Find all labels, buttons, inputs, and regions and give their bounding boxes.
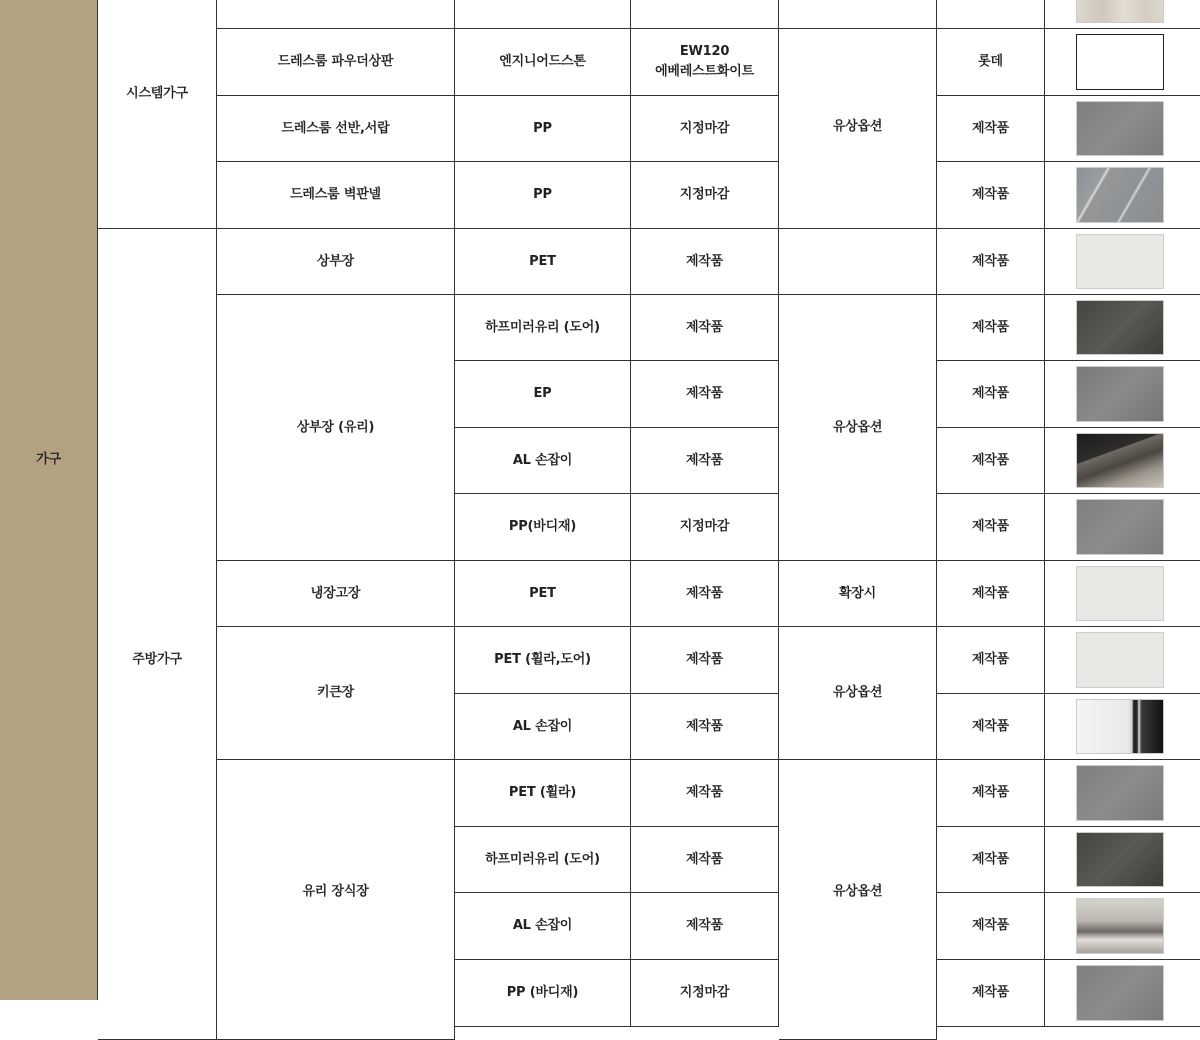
maker-cell: 제작품 (937, 361, 1045, 428)
maker-cell: 제작품 (937, 295, 1045, 361)
finish-cell: 제작품 (631, 827, 779, 893)
product-cell (217, 0, 455, 29)
finish-cell: 제작품 (631, 229, 779, 295)
material-swatch-image (1076, 499, 1164, 555)
material-swatch-image (1076, 632, 1164, 688)
material-cell (455, 0, 631, 29)
option-cell: 유상옵션 (779, 29, 937, 229)
group-cell: 시스템가구 (98, 0, 217, 229)
product-cell: 상부장 (유리) (217, 295, 455, 561)
product-cell: 키큰장 (217, 627, 455, 760)
finish-cell: 지정마감 (631, 96, 779, 162)
swatch-cell (1045, 428, 1200, 494)
material-swatch-image (1076, 34, 1164, 90)
swatch-cell (1045, 295, 1200, 361)
maker-cell: 제작품 (937, 229, 1045, 295)
material-swatch-image (1076, 167, 1164, 223)
finish-cell: 제작품 (631, 361, 779, 428)
swatch-cell (1045, 361, 1200, 428)
material-cell: PP (455, 162, 631, 229)
material-cell: 하프미러유리 (도어) (455, 295, 631, 361)
swatch-cell (1045, 893, 1200, 960)
material-cell: PET (455, 561, 631, 627)
material-swatch-image (1076, 0, 1164, 23)
option-cell: 확장시 (779, 561, 937, 627)
finish-cell: EW120 에베레스트화이트 (631, 29, 779, 96)
group-cell: 주방가구 (98, 229, 217, 1040)
finish-cell: 제작품 (631, 428, 779, 494)
maker-cell: 제작품 (937, 893, 1045, 960)
swatch-cell (1045, 0, 1200, 29)
material-swatch-image (1076, 433, 1164, 488)
maker-cell: 제작품 (937, 428, 1045, 494)
material-swatch-image (1076, 366, 1164, 422)
material-cell: AL 손잡이 (455, 893, 631, 960)
finish-cell (631, 0, 779, 29)
option-cell: 유상옵션 (779, 295, 937, 561)
option-cell (779, 229, 937, 295)
finish-cell: 제작품 (631, 694, 779, 760)
option-cell: 유상옵션 (779, 760, 937, 1040)
material-cell: PP (455, 96, 631, 162)
maker-cell: 제작품 (937, 827, 1045, 893)
material-swatch-image (1076, 765, 1164, 821)
swatch-cell (1045, 827, 1200, 893)
maker-cell: 제작품 (937, 561, 1045, 627)
maker-cell: 제작품 (937, 627, 1045, 694)
swatch-cell (1045, 694, 1200, 760)
maker-cell: 제작품 (937, 96, 1045, 162)
material-swatch-image (1076, 300, 1164, 355)
material-swatch-image (1076, 898, 1164, 954)
finish-cell: 지정마감 (631, 162, 779, 229)
maker-cell: 제작품 (937, 162, 1045, 229)
maker-cell: 제작품 (937, 960, 1045, 1027)
material-swatch-image (1076, 832, 1164, 887)
maker-cell: 제작품 (937, 694, 1045, 760)
product-cell: 냉장고장 (217, 561, 455, 627)
maker-cell (937, 0, 1045, 29)
finish-cell: 지정마감 (631, 494, 779, 561)
category-cell: 가구 (0, 0, 98, 1000)
material-swatch-image (1076, 699, 1164, 754)
material-cell: 엔지니어드스톤 (455, 29, 631, 96)
product-cell: 드레스룸 파우더상판 (217, 29, 455, 96)
product-cell: 드레스룸 선반,서랍 (217, 96, 455, 162)
material-cell: PET (455, 229, 631, 295)
finish-cell: 제작품 (631, 893, 779, 960)
swatch-cell (1045, 494, 1200, 561)
finish-cell: 제작품 (631, 760, 779, 827)
swatch-cell (1045, 162, 1200, 229)
material-cell: AL 손잡이 (455, 428, 631, 494)
maker-cell: 롯데 (937, 29, 1045, 96)
swatch-cell (1045, 96, 1200, 162)
product-cell: 유리 장식장 (217, 760, 455, 1040)
maker-cell: 제작품 (937, 494, 1045, 561)
swatch-cell (1045, 561, 1200, 627)
swatch-cell (1045, 760, 1200, 827)
material-cell: EP (455, 361, 631, 428)
finish-cell: 제작품 (631, 561, 779, 627)
material-cell: PET (휠라,도어) (455, 627, 631, 694)
product-cell: 상부장 (217, 229, 455, 295)
product-cell: 드레스룸 벽판넬 (217, 162, 455, 229)
material-swatch-image (1076, 965, 1164, 1021)
swatch-cell (1045, 29, 1200, 96)
material-swatch-image (1076, 234, 1164, 289)
option-cell (779, 0, 937, 29)
material-cell: AL 손잡이 (455, 694, 631, 760)
material-swatch-image (1076, 566, 1164, 621)
finish-cell: 지정마감 (631, 960, 779, 1027)
finish-cell: 제작품 (631, 627, 779, 694)
material-cell: PET (휠라) (455, 760, 631, 827)
swatch-cell (1045, 627, 1200, 694)
material-cell: PP (바디재) (455, 960, 631, 1027)
material-cell: 하프미러유리 (도어) (455, 827, 631, 893)
finish-cell: 제작품 (631, 295, 779, 361)
maker-cell: 제작품 (937, 760, 1045, 827)
option-cell: 유상옵션 (779, 627, 937, 760)
material-cell: PP(바디재) (455, 494, 631, 561)
swatch-cell (1045, 229, 1200, 295)
swatch-cell (1045, 960, 1200, 1027)
material-swatch-image (1076, 101, 1164, 156)
